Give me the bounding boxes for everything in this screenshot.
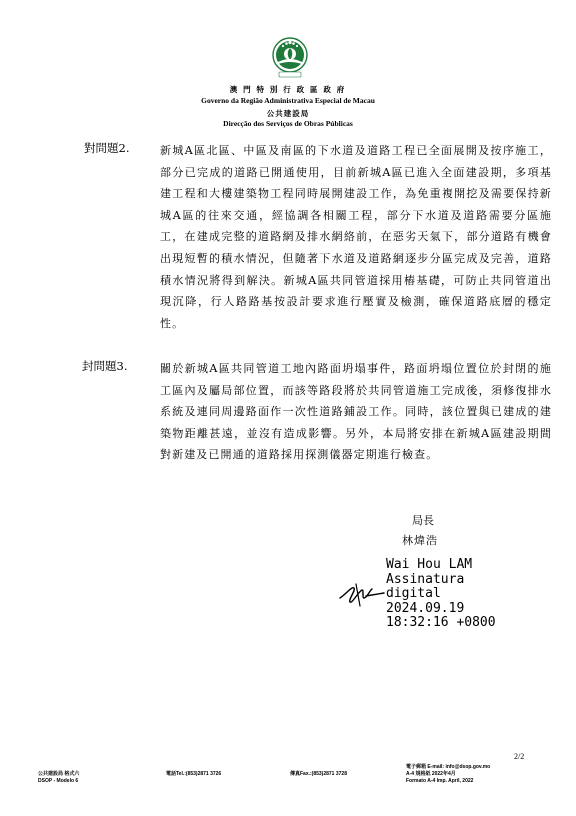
- footer-fax: 傳真Fax.:(853)2871 3728: [290, 771, 347, 777]
- header-department-pt: Direcção dos Serviços de Obras Públicas: [223, 119, 353, 128]
- footer-telephone: 電話Tel.:(853)2871 3726: [166, 771, 222, 777]
- answer-text: 新城A區北區、中區及南區的下水道及道路工程已全面展開及按序施工，部分已完成的道路已開通使用，目前新城A區已進入全面建設期，多項基建工程和大樓建築物工程同時展開建設工作，為免重複開挖及需要保持新城A區的往來交通，經協調各相關工程，部分下水道及道路需要分區施工，在建成完整的道路網及排水網絡前，在惡劣天氣下，部分道路有機會出現短暫的積水情況，但隨著下水道及道路網逐步分區完成及完善，道路積水情況將得到解決。新城A區共同管道採用樁基礎，可防止共同管道出現沉降，行人路路基按設計要求進行壓實及檢測，確保道路底層的穩定性。: [160, 144, 552, 330]
- signatory-name: 林煒浩: [402, 534, 438, 547]
- answer-label: 對問題2.: [84, 141, 130, 155]
- answer-text: 關於新城A區共同管道工地內路面坍塌事件，路面坍塌位置位於封閉的施工區內及屬局部位置，而該等路段將於共同管道施工完成後，須修復排水系統及連同周邊路面作一次性道路鋪設工作。同時，該位置與已建成的建築物距離甚遠，並沒有造成影響。另外，本局將安排在新城A區建設期間對新建及已開通的道路採用探測儀器定期進行檢查。: [160, 362, 552, 462]
- header-department-zh: 公共建設局: [266, 109, 310, 118]
- macau-emblem-icon: [270, 36, 310, 80]
- footer-email-format: 電子郵箱 E-mail: info@dsop.gov.mo A-4 規格紙 2022年4月 Formato A-4 Imp. April, 2022: [406, 764, 491, 784]
- answer-label: 封問題3.: [82, 359, 128, 373]
- page-number: 2/2: [514, 752, 525, 761]
- header-government-zh: 澳 門 特 別 行 政 區 政 府: [229, 85, 347, 94]
- digital-signature-block: Wai Hou LAM Assinatura digital 2024.09.19 18:32:16 +0800: [386, 557, 496, 630]
- signatory-title: 局長: [412, 514, 434, 527]
- handwritten-signature-icon: [336, 576, 386, 610]
- header-government-pt: Governo da Região Administrativa Especial de Macau: [201, 96, 375, 105]
- footer-form-code: 公共建設局 格式六 DSOP - Modelo 6: [38, 771, 80, 784]
